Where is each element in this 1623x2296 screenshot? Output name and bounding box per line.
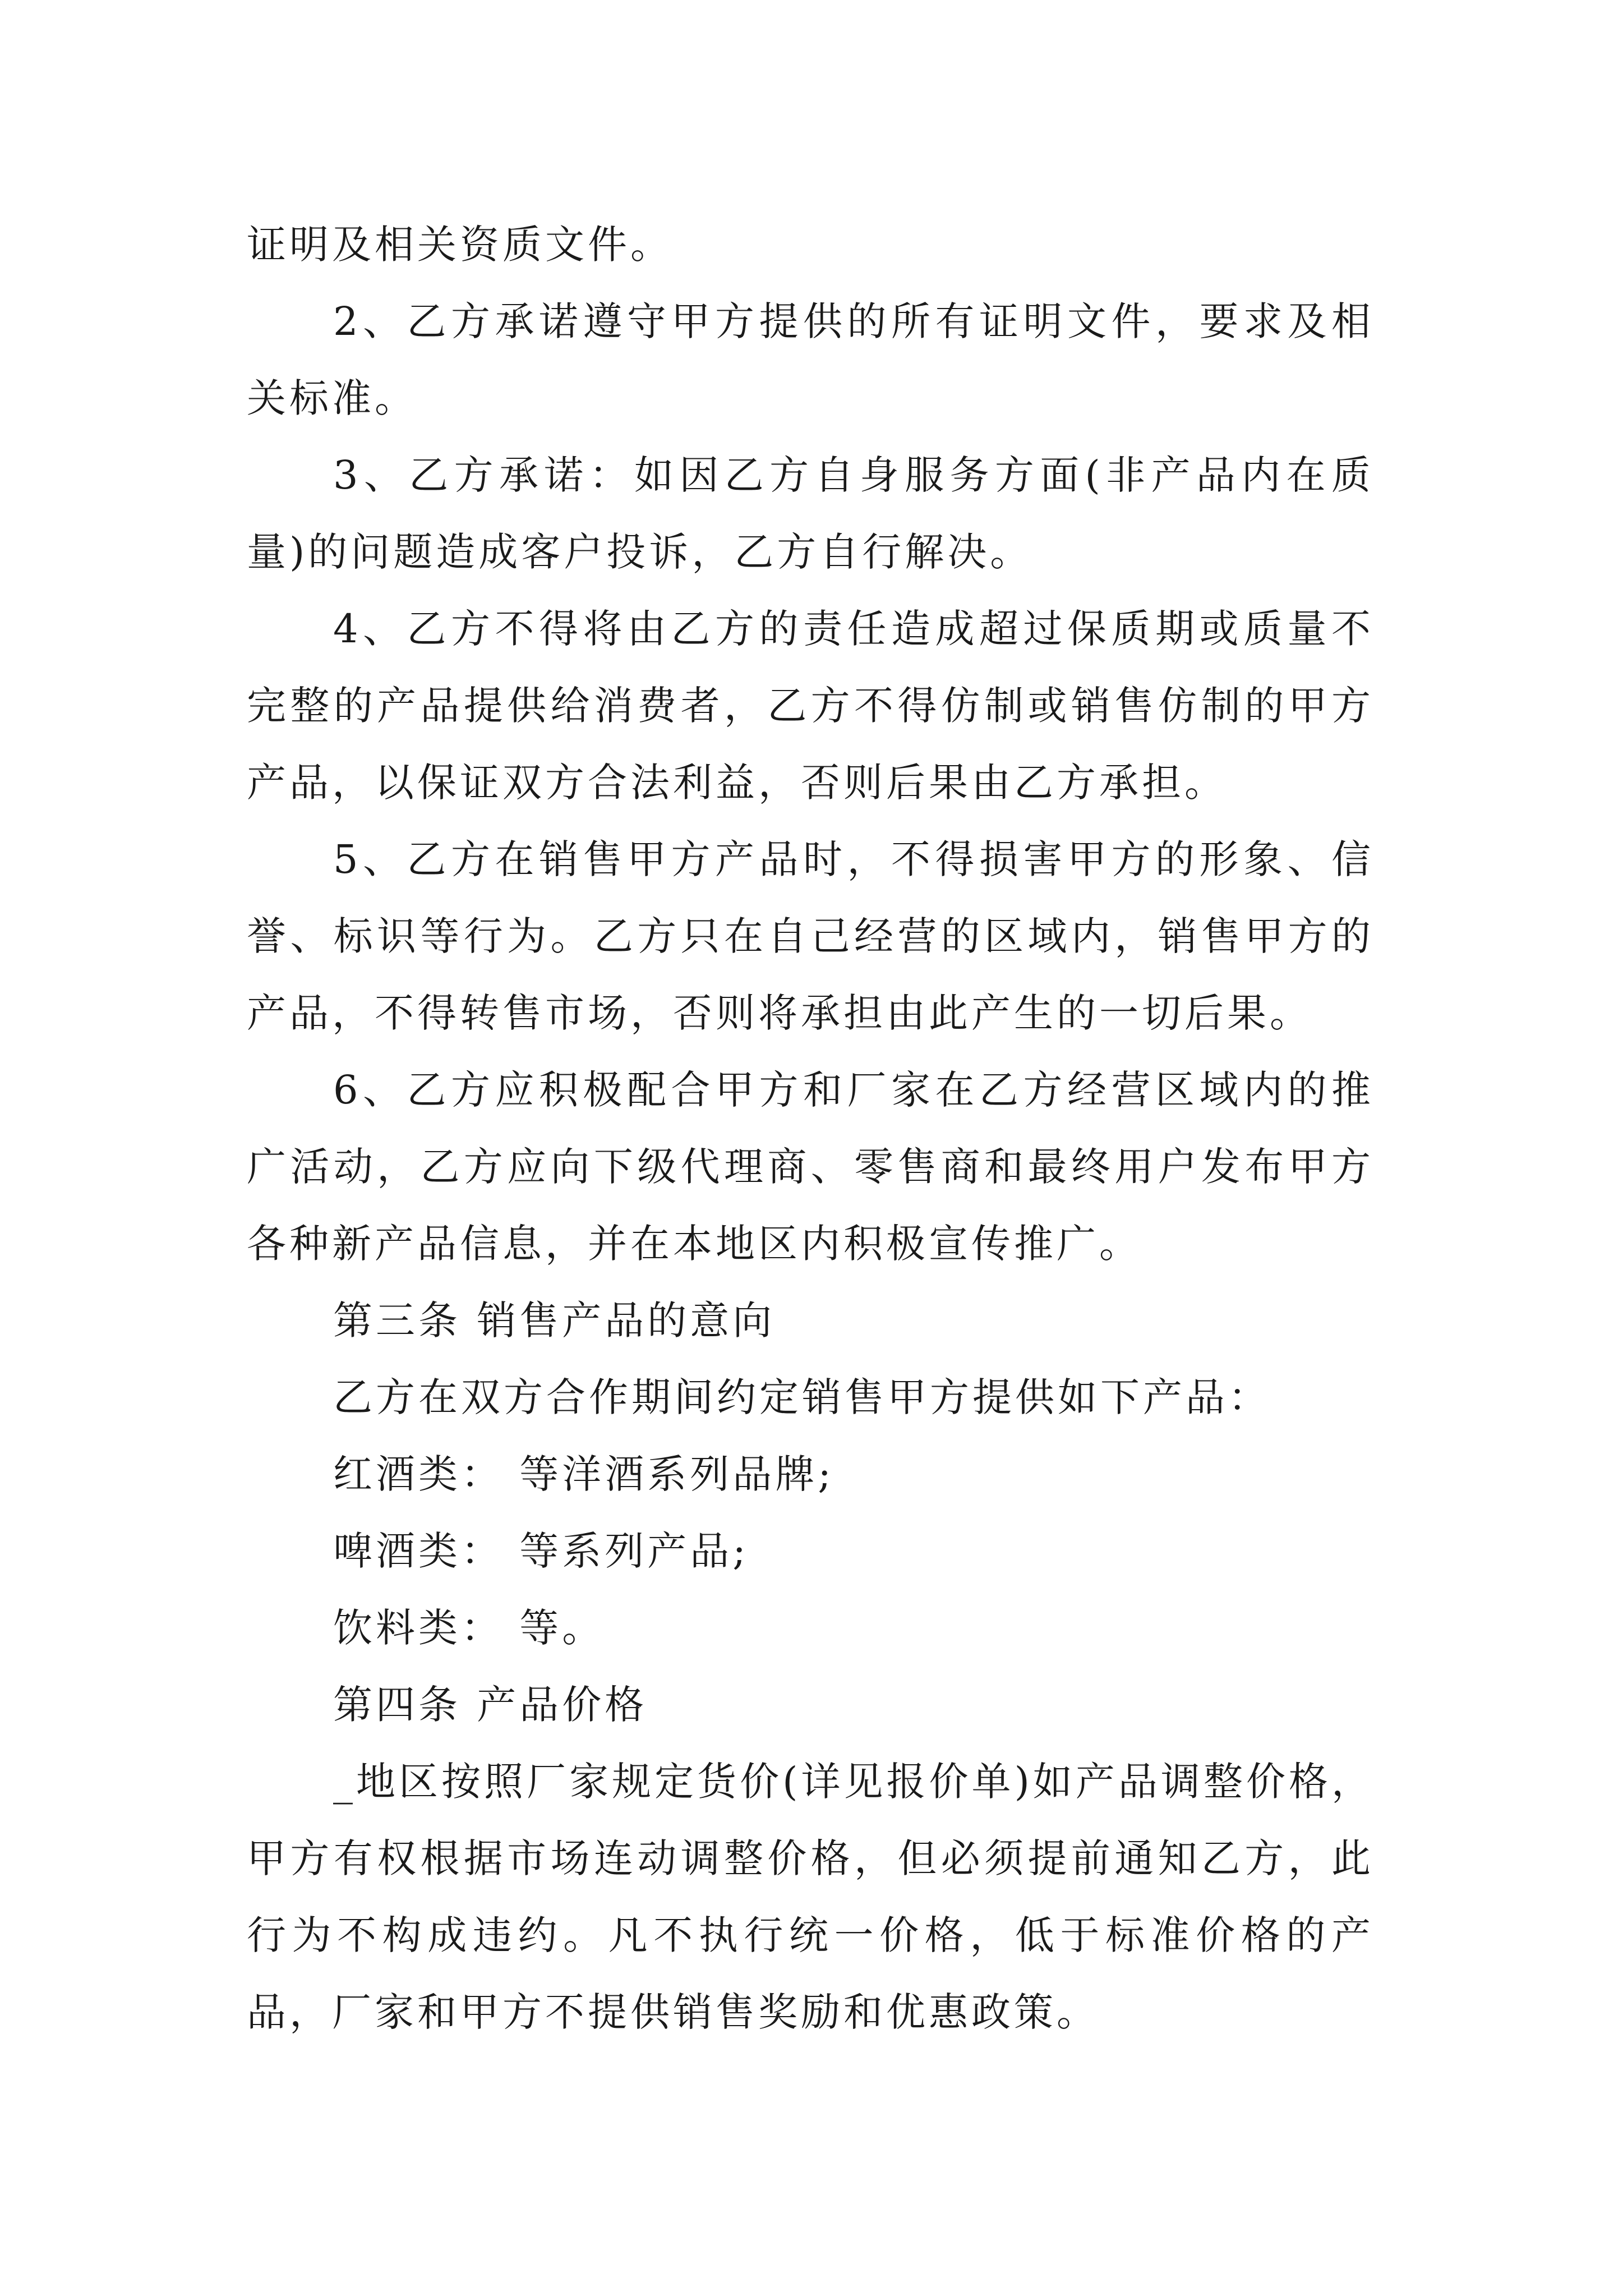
paragraph-clause-5: 5、乙方在销售甲方产品时，不得损害甲方的形象、信誉、标识等行为。乙方只在自己经营的区域内，销售甲方的产品，不得转售市场，否则将承担由此产生的一切后果。: [247, 836, 1374, 1036]
product-item-beer: 啤酒类： 等系列产品;: [333, 1528, 749, 1574]
product-item-beverage: 饮料类： 等。: [333, 1605, 605, 1651]
paragraph-pricing: _地区按照厂家规定货价(详见报价单)如产品调整价格，甲方有权根据市场连动调整价格，但必须提前通知乙方，此行为不构成违约。凡不执行统一价格，低于标准价格的产品，厂家和甲方不提供销售奖励和优惠政策。: [247, 1759, 1374, 2035]
section-heading-article-4: 第四条 产品价格: [333, 1682, 648, 1728]
paragraph-clause-4: 4、乙方不得将由乙方的责任造成超过保质期或质量不完整的产品提供给消费者，乙方不得仿制或销售仿制的甲方产品，以保证双方合法利益，否则后果由乙方承担。: [247, 606, 1374, 806]
paragraph-clause-3: 3、乙方承诺：如因乙方自身服务方面(非产品内在质量)的问题造成客户投诉，乙方自行解决。: [247, 452, 1374, 575]
section-heading-article-3: 第三条 销售产品的意向: [333, 1297, 776, 1343]
product-item-wine: 红酒类： 等洋酒系列品牌;: [333, 1451, 834, 1497]
paragraph-clause-2: 2、乙方承诺遵守甲方提供的所有证明文件，要求及相关标准。: [247, 298, 1374, 421]
document-body: [247, 206, 1374, 2051]
paragraph-clause-6: 6、乙方应积极配合甲方和厂家在乙方经营区域内的推广活动，乙方应向下级代理商、零售商和最终用户发布甲方各种新产品信息，并在本地区内积极宣传推广。: [247, 1067, 1374, 1267]
paragraph-product-intro: 乙方在双方合作期间约定销售甲方提供如下产品：: [333, 1374, 1271, 1420]
paragraph-continuation: 证明及相关资质文件。: [247, 222, 673, 268]
